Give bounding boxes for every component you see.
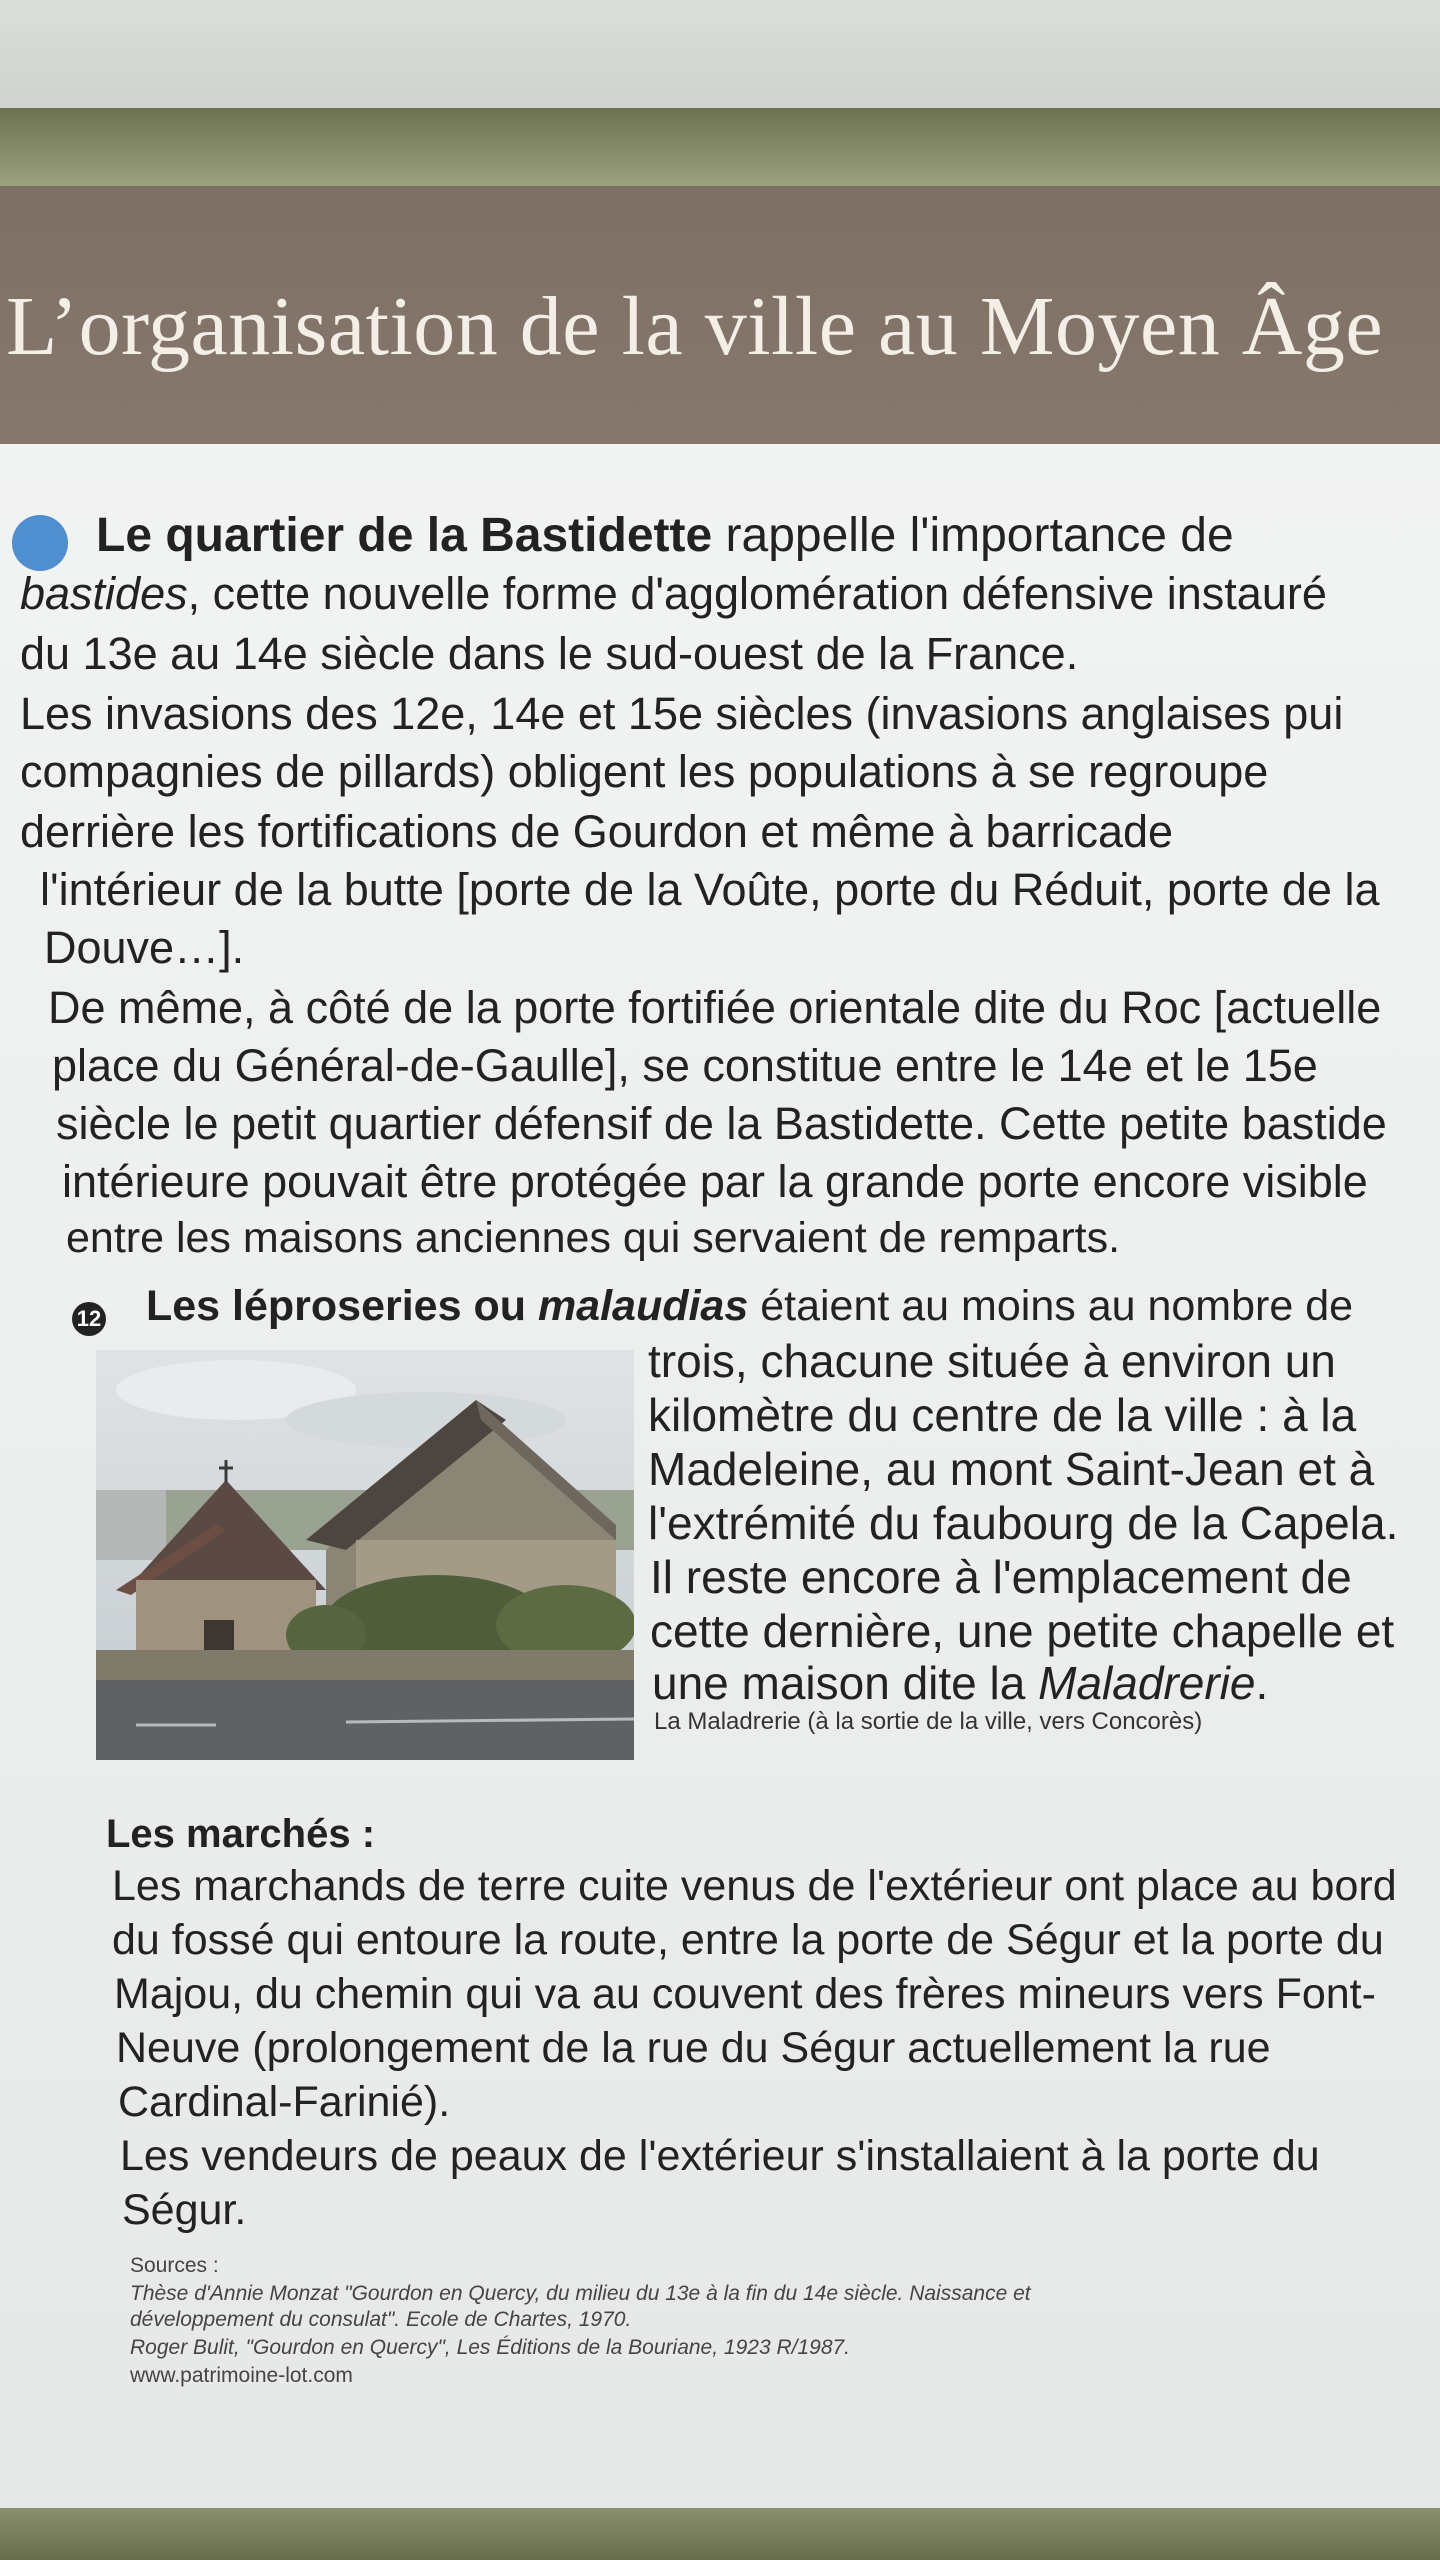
section3-line: Neuve (prolongement de la rue du Ségur actuellement la rue [116, 2024, 1271, 2072]
section2-lead-rest: étaient au moins au nombre de [748, 1282, 1354, 1330]
section1-line: Les invasions des 12e, 14e et 15e siècles (invasions anglaises pui [20, 688, 1344, 739]
section1-line: siècle le petit quartier défensif de la Bastidette. Cette petite bastide [56, 1098, 1387, 1149]
section3-line: Cardinal-Farinié). [118, 2078, 451, 2126]
frame-bottom-edge [0, 2508, 1440, 2560]
section2-last-end: . [1255, 1657, 1269, 1709]
section3-line: Ségur. [122, 2186, 247, 2234]
page-title: L’organisation de la ville au Moyen Âge [6, 280, 1384, 373]
section2-line: Il reste encore à l'emplacement de [650, 1551, 1352, 1603]
section2-line: cette dernière, une petite chapelle et [650, 1605, 1395, 1657]
section2-lead-bold: Les léproseries ou [146, 1282, 538, 1330]
section1-lead: Le quartier de la Bastidette [96, 509, 713, 562]
section3-line: Majou, du chemin qui va au couvent des frères mineurs vers Font- [114, 1970, 1376, 2018]
section1-line: place du Général-de-Gaulle], se constitue entre le 14e et le 15e [52, 1040, 1318, 1091]
sources-label: Sources : [130, 2254, 219, 2277]
section1-line: intérieure pouvait être protégée par la grande porte encore visible [62, 1156, 1368, 1207]
section1-line: compagnies de pillards) obligent les populations à se regroupe [20, 746, 1269, 797]
section2-line: kilomètre du centre de la ville : à la [648, 1389, 1357, 1441]
section1-line: entre les maisons anciennes qui servaient de remparts. [66, 1214, 1121, 1262]
section2-lead-line [146, 1282, 1353, 1331]
sources-line: développement du consulat". Ecole de Chartes, 1970. [130, 2308, 632, 2331]
section2-last-plain: une maison dite la [652, 1657, 1039, 1709]
section1-line: derrière les fortifications de Gourdon et même à barricade [20, 806, 1174, 857]
section2-line: trois, chacune située à environ un [648, 1335, 1336, 1387]
blue-bullet-icon [12, 515, 68, 571]
section1-line1-rest: rappelle l'importance de [712, 509, 1234, 562]
section2-line: Madeleine, au mont Saint-Jean et à [648, 1443, 1375, 1495]
maladrerie-photo [96, 1350, 634, 1760]
section1-line-2 [20, 568, 1327, 620]
sources-line: Thèse d'Annie Monzat "Gourdon en Quercy, du milieu du 13e à la fin du 14e siècle. Naissance et [130, 2282, 1031, 2305]
section3-line: Les vendeurs de peaux de l'extérieur s'installaient à la porte du [120, 2132, 1320, 2180]
photo-caption: La Maladrerie (à la sortie de la ville, vers Concorès) [654, 1708, 1203, 1735]
number-12-badge: 12 [72, 1302, 106, 1336]
section2-last-line [652, 1656, 1268, 1710]
maladrerie-illustration [96, 1350, 634, 1760]
sources-line: Roger Bulit, "Gourdon en Quercy", Les Éditions de la Bouriane, 1923 R/1987. [130, 2336, 851, 2359]
section1-line: De même, à côté de la porte fortifiée orientale dite du Roc [actuelle [48, 982, 1382, 1033]
section1-line: l'intérieur de la butte [porte de la Voûte, porte du Réduit, porte de la [40, 864, 1380, 915]
section1-bastides: bastides [20, 568, 188, 619]
markets-heading: Les marchés : [106, 1812, 376, 1856]
section1-line2-rest: , cette nouvelle forme d'agglomération défensive instauré [187, 568, 1327, 619]
section1-line-1 [96, 508, 1234, 563]
wall-background [0, 0, 1440, 110]
section2-maladrerie: Maladrerie [1038, 1657, 1256, 1709]
section1-line: du 13e au 14e siècle dans le sud-ouest de la France. [20, 628, 1079, 679]
section2-line: l'extrémité du faubourg de la Capela. [648, 1497, 1399, 1549]
section3-line: Les marchands de terre cuite venus de l'extérieur ont place au bord [112, 1862, 1397, 1910]
section1-line: Douve…]. [44, 922, 245, 973]
section2-malaudias: malaudias [537, 1282, 749, 1330]
section3-line: du fossé qui entoure la route, entre la porte de Ségur et la porte du [112, 1916, 1384, 1964]
sources-website: www.patrimoine-lot.com [130, 2364, 353, 2387]
